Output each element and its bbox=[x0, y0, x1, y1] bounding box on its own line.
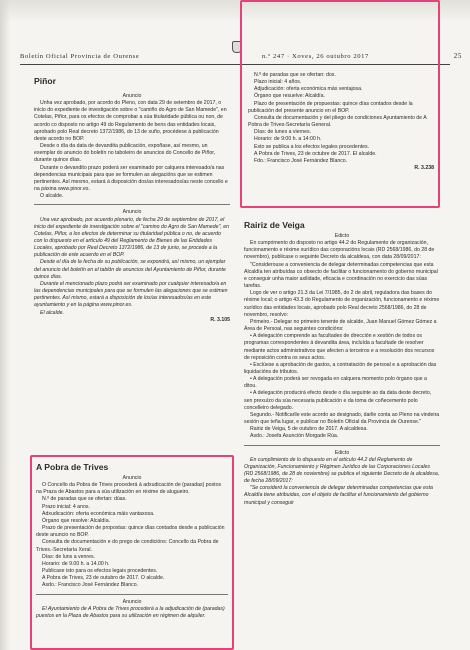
edict-spanish bbox=[244, 457, 440, 507]
paragraph: Prazo de presentación de propostas: quince días contados desde a publicación deste anuncio no BOP. bbox=[36, 525, 225, 539]
paragraph: • A delegación producirá efecto desde o día seguinte ao da data deste decreto, sen prexuízo da súa necesaria publicación e da toma de coñecemento polo concelleiro delegado. bbox=[244, 390, 432, 411]
rairiz-section bbox=[244, 220, 440, 507]
paragraph: A Pobra de Trives, 23 de outubro de 2017. O alcalde. bbox=[42, 575, 165, 582]
paragraph: Primeiro.- Delegar no primeiro tenente de alcalde, Juan Manuel Gómez Gómez a Área de Persoal, nas seguintes condicións: bbox=[244, 318, 437, 333]
section-title-pinor: Piñor bbox=[34, 76, 56, 86]
header-publication: Boletín Oficial Provincia de Ourense bbox=[20, 53, 140, 60]
edict-heading: Edicto bbox=[334, 449, 350, 456]
paragraph: "Se consideró la conveniencia de delegar determinadas competencias que esta Alcaldía tiene atribuidas, con el objeto de facilitar el funcionamiento del gobierno municipal y conseguir bbox=[244, 485, 433, 506]
paragraph: El Ayuntamiento de A Pobra de Trives procederá a la adjudicación de (paradas) puestos en la Plaza de Abastos para su utilización en régimen de alquiler. bbox=[36, 605, 225, 619]
page-edge-shadow bbox=[0, 0, 10, 650]
paragraph: Rairiz de Veiga, 5 de outubro de 2017. A alcaldesa. bbox=[250, 426, 368, 433]
paragraph: En cumprimento do disposto no artigo 44.2 do Regulamento de organización, funcionamento e réxime xurídico das corporacións locais (RD 2568/1986, do 28 de novembro), publicase o seguinte Decreto da alcaldesa, con data 28/09/2017: bbox=[244, 240, 435, 261]
paragraph: Desde o día da data de devandita publicación, expoñase, así mesmo, un exemplar do anuncio do boletín no taboleiro de anuncios do Concello de Piñor, durante quince días. bbox=[34, 143, 216, 164]
paragraph: • A delegación poderá ser revogada en calquera momento polo órgano que a ditou. bbox=[244, 376, 427, 390]
divider bbox=[36, 594, 228, 595]
paragraph: • A delegación comprende as facultades de dirección e xestión de todos os programas correspondentes á devandita área, incluída a facultade de resolver mediante actos administrativos que afecten a terceiros e a resolución dos recursos de reposición contra os seus actos. bbox=[244, 333, 435, 361]
section-title-trives: A Pobra de Trives bbox=[36, 462, 109, 472]
paragraph: Días: de lunes a viernes. bbox=[254, 129, 312, 136]
paragraph: Una vez aprobado, por acuerdo plenario, de fecha 29 de septiembre de 2017, el inicio del expediente de investigación sobre el "camino do Agro de San Mamede", en Cotelas, Piñor, a los efectos de determinar su titularidad pública o no, de acuerdo con lo dispuesto en el artículo 49 del Reglamento de Bienes de las Entidades Locales, aprobado por Real Decreto 1372/1986, de 13 de junio, se procede a la publicación de este acuerdo en el BOP. bbox=[34, 216, 229, 259]
section-title-rairiz: Rairiz de Veiga bbox=[244, 220, 305, 230]
paragraph: • Exclúese a aprobación de gastos, a contratación de persoal e a aprobación das liquidacións de tributos. bbox=[244, 361, 437, 375]
announcement-heading: Anuncio bbox=[122, 475, 142, 481]
signature: El alcalde. bbox=[40, 309, 64, 316]
paragraph: Adxudicación: oferta económica máis vantaxosa. bbox=[42, 510, 155, 517]
trives-section bbox=[36, 462, 228, 620]
paragraph: Consulta de documentación y del pliego de condiciones Ayuntamiento de A Pobra de Trives-Secretaría General. bbox=[248, 114, 427, 129]
divider bbox=[34, 204, 230, 205]
announcement-heading: Anuncio bbox=[122, 93, 142, 99]
paragraph: Durante el mencionado plazo podrá ser examinado por cualquier interesado/a en las dependencias municipales para que se formulen las alegaciones que se estimen pertinentes. Así mismo, estará a disposición de los/as interesados/as en este ayuntamiento y en la página www.pinor.es. bbox=[34, 280, 228, 309]
paragraph: N.º de paradas que se ofertan: dúas. bbox=[42, 496, 127, 503]
paragraph: Plazo de presentación de propuestas: quince días contados desde la publicación del presente anuncio en el BOP. bbox=[248, 100, 413, 114]
header-issue: n.º 247 · Xoves, 26 outubro 2017 bbox=[262, 53, 369, 60]
reference-number: R. 3.238 bbox=[414, 165, 434, 172]
paragraph: A Pobra de Trives, 23 de octubre de 2017. El alcalde. bbox=[254, 150, 377, 157]
paragraph: Horario: de 9.00 h. a 14.00 h. bbox=[42, 560, 110, 567]
trives-spanish-continuation bbox=[248, 72, 434, 172]
paragraph: "Considerouse a conveniencia de delegar determinadas competencias que esta Alcaldía ten atribuídas co obxecto de facilitar o funcionamento do goberno municipal e conseguir unha maior axilidade, eficacia e coordinación no exercicio das súas tarefas. bbox=[244, 261, 438, 290]
paragraph: Órgano que resuelve: Alcaldía. bbox=[254, 93, 325, 100]
paragraph: Durante o devandito prazo poderá ser examinado por calquera interesado/a nas dependencias municipais para que se formulen as alegacións que se estimen pertinentes. Así mesmo, estará á disposición dos/as interesados/as neste concello e na páxina www.pinor.es. bbox=[34, 164, 228, 193]
signature: Asdo.: Francisco José Fernández Blanco. bbox=[42, 582, 139, 589]
signature: Fdo.: Francisco José Fernández Blanco. bbox=[254, 157, 348, 164]
paragraph: Plazo inicial: 4 años. bbox=[254, 79, 302, 86]
announcement-heading: Anuncio bbox=[122, 209, 142, 216]
paragraph: Órgano que resolve: Alcaldía. bbox=[42, 517, 111, 524]
announcement-spanish bbox=[34, 217, 230, 317]
paragraph: Consulta de documentación e do prego de condicións: Concello da Pobra de Trives.-Secretaría Xeral. bbox=[36, 539, 219, 553]
paragraph: Desde el día de la fecha de su publicación, se expondrá, así mismo, un ejemplar del anuncio del boletín en el tablón de anuncios del Ayuntamiento de Piñor, durante quince días. bbox=[34, 259, 226, 280]
paragraph: En cumplimiento de lo dispuesto en el artículo 44.2 del Reglamento de Organización, Funcionamiento y Régimen Jurídico de las Corporaciones Locales (RD 2568/1986, de 28 de noviembre) se publica el siguiente Decreto de la alcaldesa, de fecha 28/09/2017: bbox=[244, 456, 440, 485]
paragraph: Horario: de 9:00 h. a 14:00 h. bbox=[254, 136, 322, 143]
paragraph: Esto se publica a los efectos legales procedentes. bbox=[254, 143, 370, 150]
reference-number: R. 3.105 bbox=[210, 316, 230, 323]
paragraph: O Concello da Pobra de Trives procederá á adxudicación de (paradas) postos na Praza de Abastos para a súa utilización en réxime de alugueiro. bbox=[36, 482, 222, 496]
left-column bbox=[34, 76, 230, 324]
paragraph: Segundo.- Notificarlle este acordo ao designado, darlle conta ao Pleno na vindeira sesión que teña lugar, e publicar no Boletín Oficial da Provincia de Ourense." bbox=[244, 411, 440, 426]
paragraph: N.º de paradas que se ofertan: dos. bbox=[254, 72, 336, 78]
paragraph: Días: de luns a venres. bbox=[42, 553, 96, 560]
header-page-number: 25 bbox=[453, 52, 462, 60]
divider bbox=[244, 445, 440, 446]
signature: O alcalde. bbox=[40, 193, 64, 200]
paragraph: Prazo inicial: 4 anos. bbox=[42, 503, 90, 510]
edict-heading: Edicto bbox=[334, 233, 350, 239]
signature: Asdo.: Josefa Asunción Morgade Rúa. bbox=[250, 433, 339, 440]
paragraph: Logo de ver o artigo 21.3 da Lei 7/1985, do 2 de abril, reguladora das bases do réxime local; o artigo 43.3 do Regulamento de organización, funcionamento e réxime xurídico das entidades locais, aprobado polo Real decreto 2568/1986, do 28 de novembro, resolvo: bbox=[244, 290, 440, 318]
paragraph: Publicase isto para os efectos legais procedentes. bbox=[42, 568, 158, 575]
paragraph: Adjudicación: oferta económica más ventajosa. bbox=[254, 86, 363, 93]
paragraph: Unha vez aprobado, por acordo do Pleno, con data 29 de setembro de 2017, o inicio do expediente de investigación sobre o "camiño do Agro de San Mamede", en Cotelas, Piñor, para os efectos de comprobar a súa titularidade pública ou non, de acordo co disposto no artigo 49 do Regulamento de bens das entidades locais, aprobado polo Real decreto 1372/1986, do 13 de xuño, procédese á publicación deste acordo no BOP. bbox=[34, 100, 227, 142]
announcement-heading: Anuncio bbox=[122, 598, 142, 605]
